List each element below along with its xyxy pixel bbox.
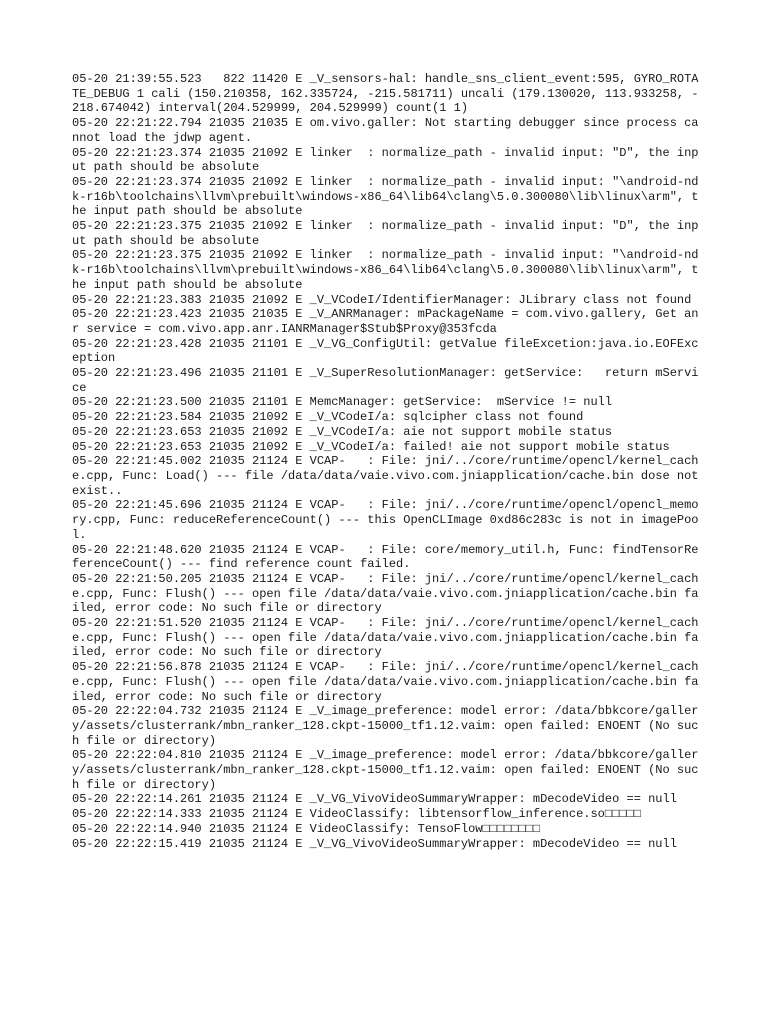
log-line: 05-20 22:21:23.584 21035 21092 E _V_VCodeI/a: sqlcipher class not found xyxy=(72,410,584,425)
log-line: 05-20 22:21:23.375 21035 21092 E linker : normalize_path - invalid input: "\android-ndk-r16b\toolchains\llvm\prebuilt\windows-x86_64\lib64\clang\5.0.300080\lib\linux\arm", the input path should be absolute xyxy=(72,248,699,292)
log-line: 05-20 22:22:14.261 21035 21124 E _V_VG_VivoVideoSummaryWrapper: mDecodeVideo == null xyxy=(72,792,677,807)
log-line: 05-20 22:21:50.205 21035 21124 E VCAP- : File: jni/../core/runtime/opencl/kernel_cache.cpp, Func: Flush() --- open file /data/data/vaie.vivo.com.jniapplication/cache.bin failed, error code: No such file or directory xyxy=(72,571,699,616)
log-line: 05-20 22:21:23.653 21035 21092 E _V_VCodeI/a: aie not support mobile status xyxy=(72,424,613,439)
log-line: 05-20 22:21:56.878 21035 21124 E VCAP- : File: jni/../core/runtime/opencl/kernel_cache.cpp, Func: Flush() --- open file /data/data/vaie.vivo.com.jniapplication/cache.bin failed, error code: No such file or directory xyxy=(72,660,699,704)
log-line: 05-20 22:21:23.423 21035 21035 E _V_ANRManager: mPackageName = com.vivo.gallery, Get anr service = com.vivo.app.anr.IANRManager$Stub$Proxy@353fcda xyxy=(72,307,699,336)
log-line: 05-20 22:22:15.419 21035 21124 E _V_VG_VivoVideoSummaryWrapper: mDecodeVideo == null xyxy=(72,836,677,851)
log-line: 05-20 22:21:45.002 21035 21124 E VCAP- : File: jni/../core/runtime/opencl/kernel_cache.cpp, Func: Load() --- file /data/data/vaie.vivo.com.jniapplication/cache.bin dose not exist.. xyxy=(72,454,706,498)
log-line: 05-20 22:21:23.374 21035 21092 E linker : normalize_path - invalid input: "\android-ndk-r16b\toolchains\llvm\prebuilt\windows-x86_64\lib64\clang\5.0.300080\lib\linux\arm", the input path should be absolute xyxy=(72,174,699,219)
log-line: 05-20 22:21:48.620 21035 21124 E VCAP- : File: core/memory_util.h, Func: findTensorReferenceCount() --- find reference count failed. xyxy=(72,542,699,572)
log-line: 05-20 22:21:23.496 21035 21101 E _V_SuperResolutionManager: getService: return mService xyxy=(72,366,699,395)
log-line: 05-20 22:22:04.732 21035 21124 E _V_image_preference: model error: /data/bbkcore/gallery/assets/clusterrank/mbn_ranker_128.ckpt-15000_tf1.12.vaim: open failed: ENOENT (No such file or directory) xyxy=(72,704,699,748)
log-line: 05-20 22:21:23.428 21035 21101 E _V_VG_ConfigUtil: getValue fileExcetion:java.io.EOFException xyxy=(72,336,699,366)
log-line: 05-20 22:22:04.810 21035 21124 E _V_image_preference: model error: /data/bbkcore/gallery/assets/clusterrank/mbn_ranker_128.ckpt-15000_tf1.12.vaim: open failed: ENOENT (No such file or directory) xyxy=(72,748,699,792)
log-line: 05-20 22:22:14.940 21035 21124 E VideoClassify: TensoFlow□□□□□□□□ xyxy=(72,821,541,836)
log-line: 05-20 22:21:23.383 21035 21092 E _V_VCodeI/IdentifierManager: JLibrary class not found xyxy=(72,292,692,307)
log-line: 05-20 21:39:55.523 822 11420 E _V_sensors-hal: handle_sns_client_event:595, GYRO_ROTATE_DEBUG 1 cali (150.210358, 162.335724, -215.581711) uncali (179.130020, 113.933258, -218.674042) interval(204.529999, 204.529999) count(1 1) xyxy=(72,72,699,116)
log-line: 05-20 22:21:23.375 21035 21092 E linker : normalize_path - invalid input: "D", the input path should be absolute xyxy=(72,219,699,248)
log-line: 05-20 22:21:51.520 21035 21124 E VCAP- : File: jni/../core/runtime/opencl/kernel_cache.cpp, Func: Flush() --- open file /data/data/vaie.vivo.com.jniapplication/cache.bin failed, error code: No such file or directory xyxy=(72,616,699,660)
log-document xyxy=(72,72,706,851)
log-line: 05-20 22:21:22.794 21035 21035 E om.vivo.galler: Not starting debugger since process cannot load the jdwp agent. xyxy=(72,116,699,145)
log-line: 05-20 22:21:23.653 21035 21092 E _V_VCodeI/a: failed! aie not support mobile status xyxy=(72,439,670,454)
log-line: 05-20 22:21:23.500 21035 21101 E MemcManager: getService: mService != null xyxy=(72,395,613,410)
log-line: 05-20 22:21:45.696 21035 21124 E VCAP- : File: jni/../core/runtime/opencl/opencl_memory.cpp, Func: reduceReferenceCount() --- this OpenCLImage 0xd86c283c is not in imagePool. xyxy=(72,498,699,542)
log-line: 05-20 22:22:14.333 21035 21124 E VideoClassify: libtensorflow_inference.so□□□□□ xyxy=(72,807,641,822)
log-line: 05-20 22:21:23.374 21035 21092 E linker : normalize_path - invalid input: "D", the input path should be absolute xyxy=(72,145,699,175)
